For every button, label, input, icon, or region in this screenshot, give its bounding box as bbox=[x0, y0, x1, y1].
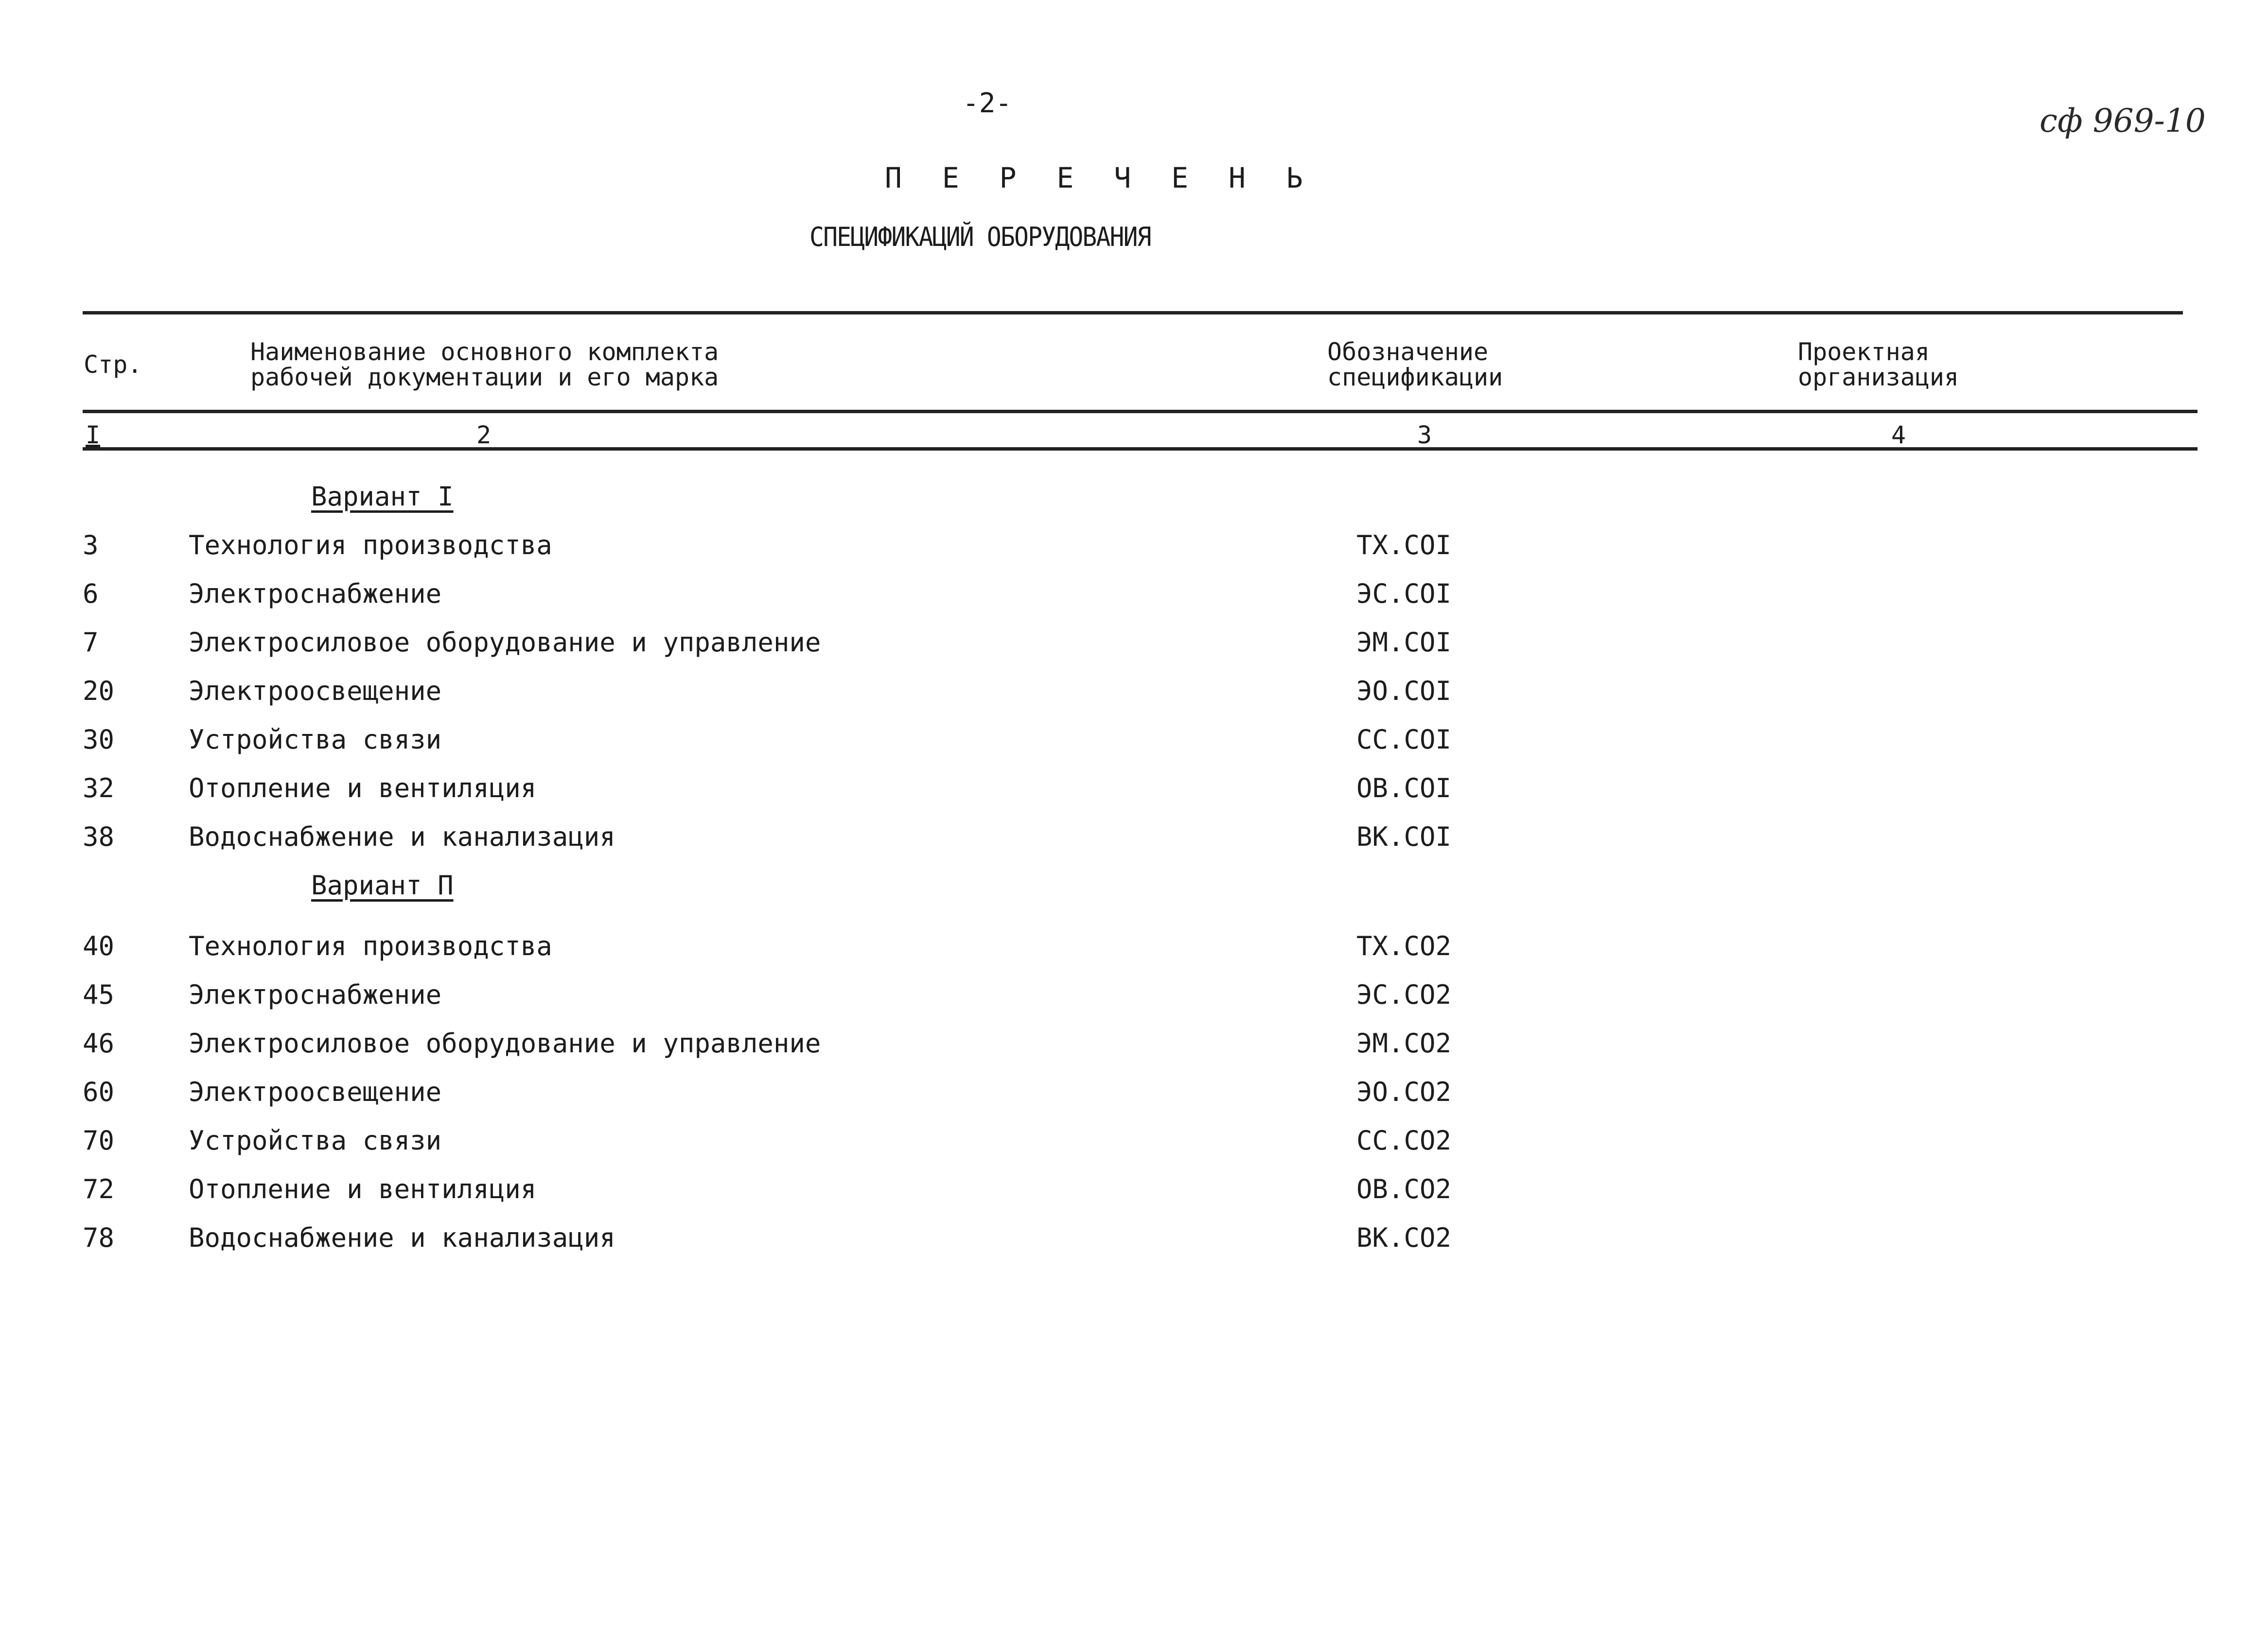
header-organization-line1: Проектная bbox=[1798, 338, 1930, 366]
row-name: Электроснабжение bbox=[189, 979, 442, 1010]
row-page: 46 bbox=[83, 1028, 115, 1059]
row-name: Отопление и вентиляция bbox=[189, 1174, 537, 1204]
row-code: СС.СО2 bbox=[1356, 1125, 1452, 1156]
row-page: 78 bbox=[83, 1222, 115, 1253]
table-top-rule bbox=[83, 311, 2183, 314]
row-name: Устройства связи bbox=[189, 1125, 442, 1156]
row-page: 30 bbox=[83, 724, 115, 755]
header-name bbox=[250, 339, 719, 390]
row-code: СС.СОI bbox=[1356, 724, 1452, 755]
row-code: ВК.СО2 bbox=[1356, 1222, 1452, 1253]
row-page: 3 bbox=[83, 530, 99, 560]
row-page: 6 bbox=[83, 578, 99, 609]
column-number-3: 3 bbox=[1417, 421, 1432, 449]
row-page: 7 bbox=[83, 627, 99, 658]
row-page: 40 bbox=[83, 931, 115, 961]
page-number: -2- bbox=[963, 87, 1012, 119]
row-code: ЭМ.СОI bbox=[1356, 627, 1452, 658]
column-number-4: 4 bbox=[1891, 421, 1906, 449]
row-name: Электроосвещение bbox=[189, 676, 442, 706]
row-code: ЭМ.СО2 bbox=[1356, 1028, 1452, 1059]
header-organization bbox=[1798, 339, 1959, 390]
row-name: Электроснабжение bbox=[189, 578, 442, 609]
row-name: Устройства связи bbox=[189, 724, 442, 755]
row-page: 32 bbox=[83, 773, 115, 803]
row-code: ЭО.СОI bbox=[1356, 676, 1452, 706]
handwritten-document-code: сф 969-10 bbox=[2039, 102, 2206, 139]
row-page: 38 bbox=[83, 821, 115, 852]
row-name: Технология производства bbox=[189, 931, 552, 961]
header-organization-line2: организация bbox=[1798, 363, 1959, 391]
header-designation-line1: Обозначение bbox=[1327, 338, 1489, 366]
row-code: ТХ.СО2 bbox=[1356, 931, 1452, 961]
row-name: Электросиловое оборудование и управление bbox=[189, 627, 821, 658]
header-bottom-rule bbox=[83, 410, 2198, 413]
section-title-variant-2: Вариант П bbox=[311, 870, 454, 901]
document-title: П Е Р Е Ч Е Н Ь bbox=[885, 161, 1315, 194]
row-name: Отопление и вентиляция bbox=[189, 773, 537, 803]
header-name-line2: рабочей документации и его марка bbox=[250, 363, 719, 391]
row-code: ТХ.СОI bbox=[1356, 530, 1452, 560]
row-page: 20 bbox=[83, 676, 115, 706]
document-subtitle: СПЕЦИФИКАЦИЙ ОБОРУДОВАНИЯ bbox=[809, 222, 1151, 252]
column-number-1: I bbox=[86, 421, 101, 449]
row-page: 60 bbox=[83, 1077, 115, 1107]
row-page: 70 bbox=[83, 1125, 115, 1156]
column-number-2: 2 bbox=[476, 421, 492, 449]
section-title-variant-1: Вариант I bbox=[311, 481, 454, 512]
header-designation-line2: спецификации bbox=[1327, 363, 1503, 391]
row-code: ЭС.СОI bbox=[1356, 578, 1452, 609]
row-page: 45 bbox=[83, 979, 115, 1010]
header-designation bbox=[1327, 339, 1503, 390]
header-name-line1: Наименование основного комплекта bbox=[250, 338, 719, 366]
row-name: Электроосвещение bbox=[189, 1077, 442, 1107]
row-name: Водоснабжение и канализация bbox=[189, 1222, 615, 1253]
row-code: ЭС.СО2 bbox=[1356, 979, 1452, 1010]
row-code: ОВ.СОI bbox=[1356, 773, 1452, 803]
row-name: Электросиловое оборудование и управление bbox=[189, 1028, 821, 1059]
header-page: Стр. bbox=[84, 350, 142, 379]
row-page: 72 bbox=[83, 1174, 115, 1204]
row-code: ОВ.СО2 bbox=[1356, 1174, 1452, 1204]
column-numbers-bottom-rule bbox=[83, 447, 2198, 451]
row-code: ЭО.СО2 bbox=[1356, 1077, 1452, 1107]
row-name: Технология производства bbox=[189, 530, 552, 560]
row-code: ВК.СОI bbox=[1356, 821, 1452, 852]
row-name: Водоснабжение и канализация bbox=[189, 821, 615, 852]
